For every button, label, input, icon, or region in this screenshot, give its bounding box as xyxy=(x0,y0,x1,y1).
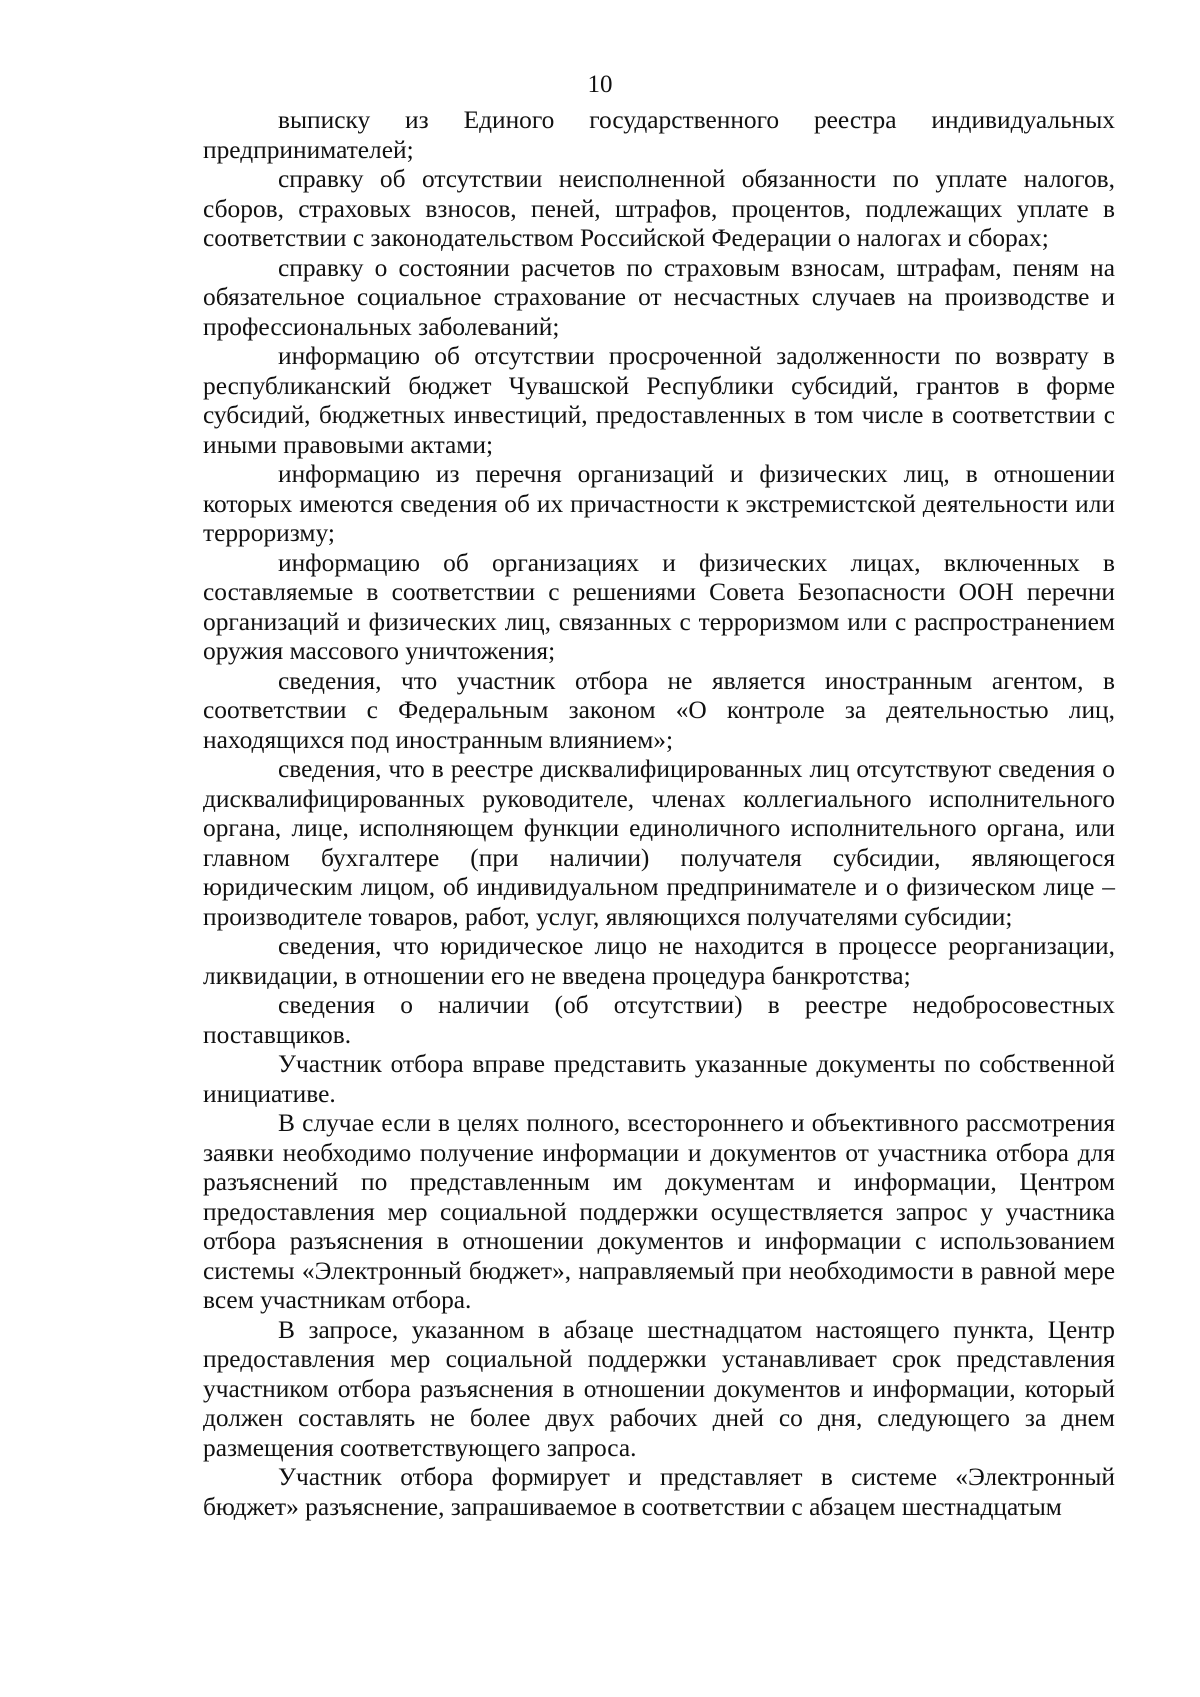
paragraph-tax-certificate: справку об отсутствии неисполненной обязанности по уплате налогов, сборов, страховых взносов, пеней, штрафов, процентов, подлежащих уплате в соответствии с законодательством Российской Федерации о налогах и сборах; xyxy=(203,165,1115,252)
paragraph-clarification-submission: Участник отбора формирует и представляет в системе «Электронный бюджет» разъяснение, запрашиваемое в соответствии с абзацем шестнадцатым xyxy=(203,1463,1115,1521)
paragraph-disqualified-registry: сведения, что в реестре дисквалифицированных лиц отсутствуют сведения о дисквалифицированных руководителе, членах коллегиального исполнительного органа, лице, исполняющем функции единоличного исполнительного органа, или главном бухгалтере (при наличии) получателя субсидии, являющегося юридическим лицом, об индивидуальном предпринимателе и о физическом лице – производителе товаров, работ, услуг, являющихся получателями субсидии; xyxy=(203,755,1115,931)
paragraph-insurance-certificate: справку о состоянии расчетов по страховым взносам, штрафам, пеням на обязательное социальное страхование от несчастных случаев на производстве и профессиональных заболеваний; xyxy=(203,253,1115,341)
paragraph-unreliable-suppliers: сведения о наличии (об отсутствии) в реестре недобросовестных поставщиков. xyxy=(203,991,1115,1049)
paragraph-own-initiative: Участник отбора вправе представить указанные документы по собственной инициативе. xyxy=(203,1050,1115,1108)
paragraph-egrip-extract: выписку из Единого государственного реестра индивидуальных предпринимателей; xyxy=(203,106,1115,164)
paragraph-clarification-request: В случае если в целях полного, всестороннего и объективного рассмотрения заявки необходимо получение информации и документов от участника отбора для разъяснений по представленным им документам и информации, Центром предоставления мер социальной поддержки осуществляется запрос у участника отбора разъяснения в отношении документов и информации с использованием системы «Электронный бюджет», направляемый при необходимости в равной мере всем участникам отбора. xyxy=(203,1109,1115,1314)
paragraph-request-deadline: В запросе, указанном в абзаце шестнадцатом настоящего пункта, Центр предоставления мер социальной поддержки устанавливает срок представления участником отбора разъяснения в отношении документов и информации, который должен составлять не более двух рабочих дней со дня, следующего за днем размещения соответствующего запроса. xyxy=(203,1315,1115,1462)
page-number: 10 xyxy=(587,71,613,98)
paragraph-debt-info: информацию об отсутствии просроченной задолженности по возврату в республиканский бюджет Чувашской Республики субсидий, грантов в форме субсидий, бюджетных инвестиций, предоставленных в том числе в соответствии с иными правовыми актами; xyxy=(203,342,1115,459)
paragraph-extremism-list: информацию из перечня организаций и физических лиц, в отношении которых имеются сведения об их причастности к экстремистской деятельности или терроризму; xyxy=(203,460,1115,547)
paragraph-foreign-agent: сведения, что участник отбора не является иностранным агентом, в соответствии с Федеральным законом «О контроле за деятельностью лиц, находящихся под иностранным влиянием»; xyxy=(203,666,1115,754)
paragraph-reorganization: сведения, что юридическое лицо не находится в процессе реорганизации, ликвидации, в отношении его не введена процедура банкротства; xyxy=(203,932,1115,990)
document-body xyxy=(203,106,1115,1522)
paragraph-un-security-lists: информацию об организациях и физических лицах, включенных в составляемые в соответствии с решениями Совета Безопасности ООН перечни организаций и физических лиц, связанных с терроризмом или с распространением оружия массового уничтожения; xyxy=(203,548,1115,665)
